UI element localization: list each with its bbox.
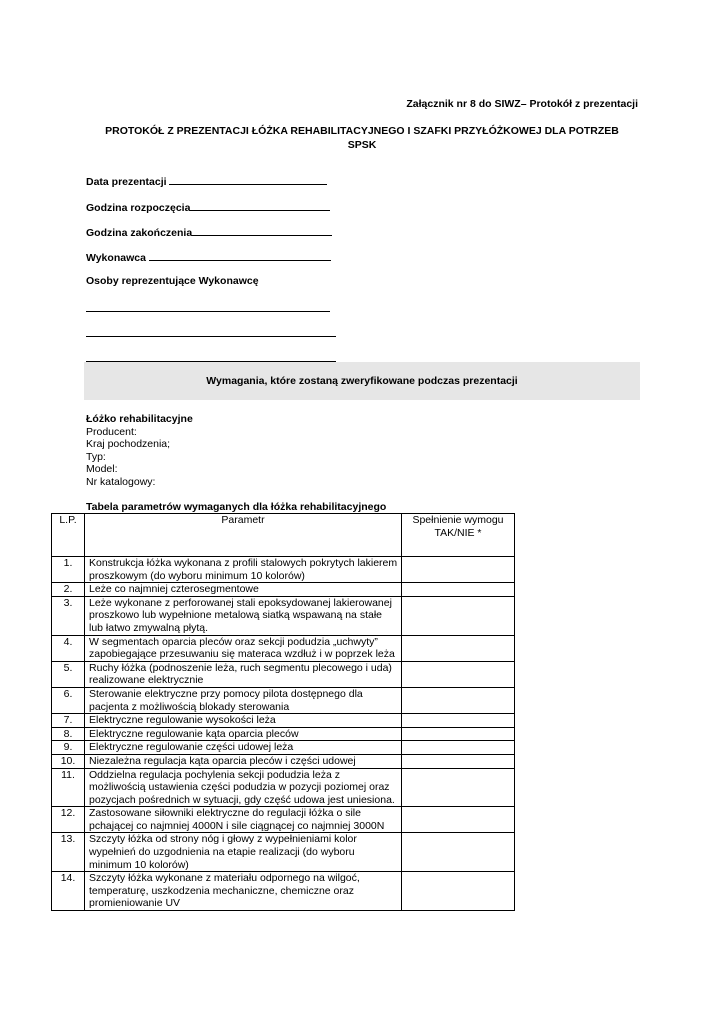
table-header-row <box>52 514 515 557</box>
row-parameter: Elektryczne regulowanie wysokości leża <box>85 714 402 728</box>
bed-catalog-number: Nr katalogowy: <box>86 475 156 488</box>
row-number: 6. <box>52 687 85 713</box>
table-row <box>52 557 515 583</box>
table-row <box>52 661 515 687</box>
document-title-line2: SPSK <box>347 139 377 151</box>
row-number: 7. <box>52 714 85 728</box>
start-time-label: Godzina rozpoczęcia <box>86 202 191 214</box>
row-parameter: Oddzielna regulacja pochylenia sekcji podudzia leża z możliwością ustawienia części podudzia w pozycji poziomej oraz pozycjach pośrednich w sytuacji, gdy część udowa jest uniesiona. <box>85 768 402 807</box>
table-row <box>52 596 515 635</box>
bed-producer: Producent: <box>86 425 137 438</box>
end-time-label: Godzina zakończenia <box>86 227 193 239</box>
row-number: 5. <box>52 661 85 687</box>
start-time-field[interactable] <box>86 200 330 214</box>
column-lp: L.P. <box>52 514 85 557</box>
row-parameter: Szczyty łóżka od strony nóg i głowy z wypełnieniami kolor wypełnień do uzgodnienia na etapie realizacji (do wyboru minimum 10 kolorów) <box>85 833 402 872</box>
table-row <box>52 872 515 911</box>
table-row <box>52 635 515 661</box>
start-time-line[interactable] <box>190 200 330 211</box>
row-answer-cell[interactable] <box>402 557 515 583</box>
row-answer-cell[interactable] <box>402 768 515 807</box>
contractor-label: Wykonawca <box>86 252 146 264</box>
date-label: Data prezentacji <box>86 176 167 188</box>
bed-type: Typ: <box>86 450 106 463</box>
row-number: 4. <box>52 635 85 661</box>
table-row <box>52 807 515 833</box>
row-number: 3. <box>52 596 85 635</box>
date-line[interactable] <box>169 174 327 185</box>
row-number: 13. <box>52 833 85 872</box>
table-row <box>52 583 515 597</box>
table-row <box>52 768 515 807</box>
row-number: 11. <box>52 768 85 807</box>
table-row <box>52 833 515 872</box>
end-time-line[interactable] <box>192 225 332 236</box>
bed-model: Model: <box>86 463 118 476</box>
row-number: 9. <box>52 741 85 755</box>
row-answer-cell[interactable] <box>402 833 515 872</box>
row-parameter: Leże wykonane z perforowanej stali epoksydowanej lakierowanej proszkowo lub wypełnione metalową siatką wspawaną na stałe lub łatwo zmywalną płytą. <box>85 596 402 635</box>
bed-info <box>86 413 193 489</box>
row-answer-cell[interactable] <box>402 583 515 597</box>
column-meets-requirement: Spełnienie wymogu TAK/NIE * <box>402 514 515 557</box>
row-answer-cell[interactable] <box>402 635 515 661</box>
representatives-label: Osoby reprezentujące Wykonawcę <box>86 275 259 287</box>
row-answer-cell[interactable] <box>402 807 515 833</box>
bed-heading: Łóżko rehabilitacyjne <box>86 413 193 425</box>
bed-country: Kraj pochodzenia; <box>86 438 171 451</box>
requirements-banner: Wymagania, które zostaną zweryfikowane podczas prezentacji <box>84 362 640 400</box>
row-parameter: Zastosowane siłowniki elektryczne do regulacji łóżka o sile pchającej co najmniej 4000N i sile ciągnącej co najmniej 3000N <box>85 807 402 833</box>
document-title-line1: PROTOKÓŁ Z PREZENTACJI ŁÓŻKA REHABILITACYJNEGO I SZAFKI PRZYŁÓŻKOWEJ DLA POTRZEB <box>105 125 619 137</box>
table-row <box>52 727 515 741</box>
row-number: 8. <box>52 727 85 741</box>
row-answer-cell[interactable] <box>402 596 515 635</box>
row-number: 1. <box>52 557 85 583</box>
row-parameter: Elektryczne regulowanie kąta oparcia pleców <box>85 727 402 741</box>
parameters-table <box>51 513 515 911</box>
row-parameter: Konstrukcja łóżka wykonana z profili stalowych pokrytych lakierem proszkowym (do wyboru minimum 10 kolorów) <box>85 557 402 583</box>
row-parameter: W segmentach oparcia pleców oraz sekcji podudzia „uchwyty” zapobiegające przesuwaniu się materaca wzdłuż i w poprzek leża <box>85 635 402 661</box>
row-answer-cell[interactable] <box>402 687 515 713</box>
row-parameter: Niezależna regulacja kąta oparcia pleców i części udowej <box>85 754 402 768</box>
contractor-line[interactable] <box>149 250 331 261</box>
table-row <box>52 754 515 768</box>
date-field[interactable] <box>86 174 327 188</box>
row-number: 14. <box>52 872 85 911</box>
row-number: 10. <box>52 754 85 768</box>
column-parameter: Parametr <box>85 514 402 557</box>
representative-line-1[interactable] <box>86 311 330 312</box>
table-row <box>52 687 515 713</box>
row-answer-cell[interactable] <box>402 741 515 755</box>
row-number: 12. <box>52 807 85 833</box>
table-row <box>52 741 515 755</box>
representative-line-2[interactable] <box>86 336 336 337</box>
row-parameter: Ruchy łóżka (podnoszenie leża, ruch segmentu plecowego i uda) realizowane elektrycznie <box>85 661 402 687</box>
end-time-field[interactable] <box>86 225 332 239</box>
table-row <box>52 714 515 728</box>
annex-label: Załącznik nr 8 do SIWZ– Protokół z prezentacji <box>406 98 638 110</box>
row-parameter: Szczyty łóżka wykonane z materiału odpornego na wilgoć, temperaturę, uszkodzenia mechaniczne, chemiczne oraz promieniowanie UV <box>85 872 402 911</box>
contractor-field[interactable] <box>86 250 331 264</box>
row-parameter: Sterowanie elektryczne przy pomocy pilota dostępnego dla pacjenta z możliwością blokady sterowania <box>85 687 402 713</box>
row-answer-cell[interactable] <box>402 754 515 768</box>
row-answer-cell[interactable] <box>402 872 515 911</box>
row-answer-cell[interactable] <box>402 727 515 741</box>
row-answer-cell[interactable] <box>402 714 515 728</box>
table-caption: Tabela parametrów wymaganych dla łóżka rehabilitacyjnego <box>86 501 387 513</box>
row-parameter: Leże co najmniej czterosegmentowe <box>85 583 402 597</box>
row-number: 2. <box>52 583 85 597</box>
row-answer-cell[interactable] <box>402 661 515 687</box>
row-parameter: Elektryczne regulowanie części udowej leża <box>85 741 402 755</box>
document-title <box>86 124 638 152</box>
